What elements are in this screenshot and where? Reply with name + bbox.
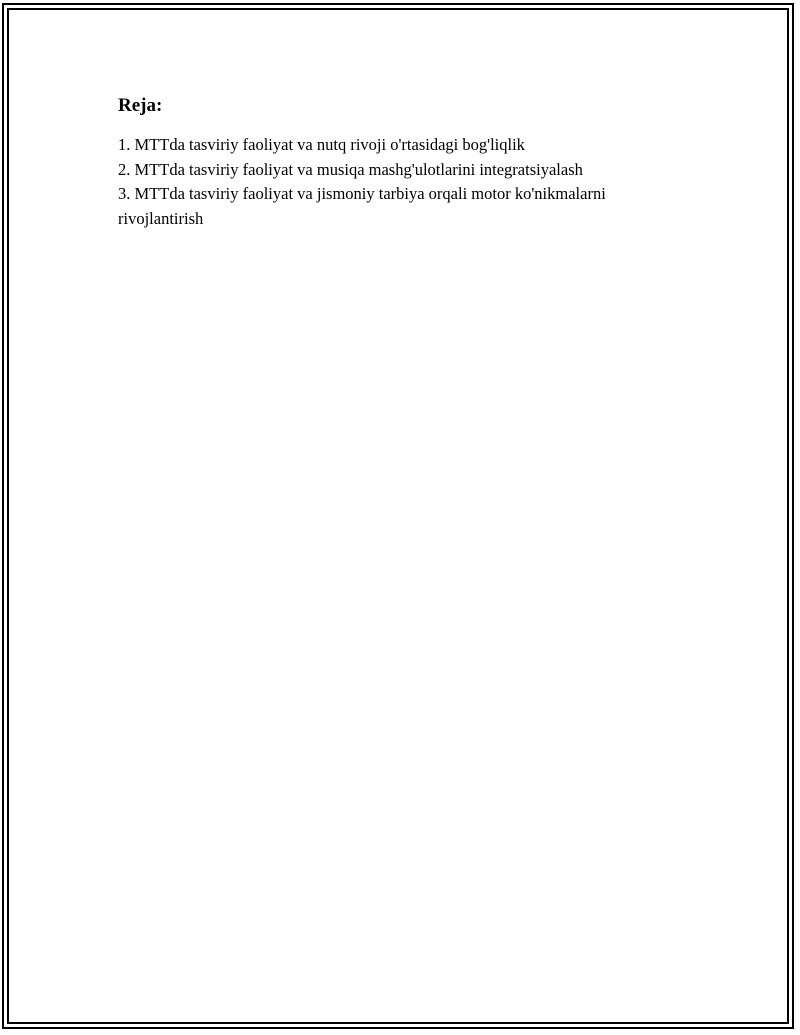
plan-list bbox=[118, 133, 678, 231]
plan-item-3: 3. MTTda tasviriy faoliyat va jismoniy tarbiya orqali motor ko'nikmalarni rivojlantirish bbox=[118, 184, 606, 228]
plan-item-1: 1. MTTda tasviriy faoliyat va nutq rivoji o'rtasidagi bog'liqlik bbox=[118, 135, 525, 154]
document-body bbox=[118, 93, 678, 231]
plan-item-2: 2. MTTda tasviriy faoliyat va musiqa mashg'ulotlarini integratsiyalash bbox=[118, 159, 583, 179]
plan-heading: Reja: bbox=[118, 95, 163, 116]
